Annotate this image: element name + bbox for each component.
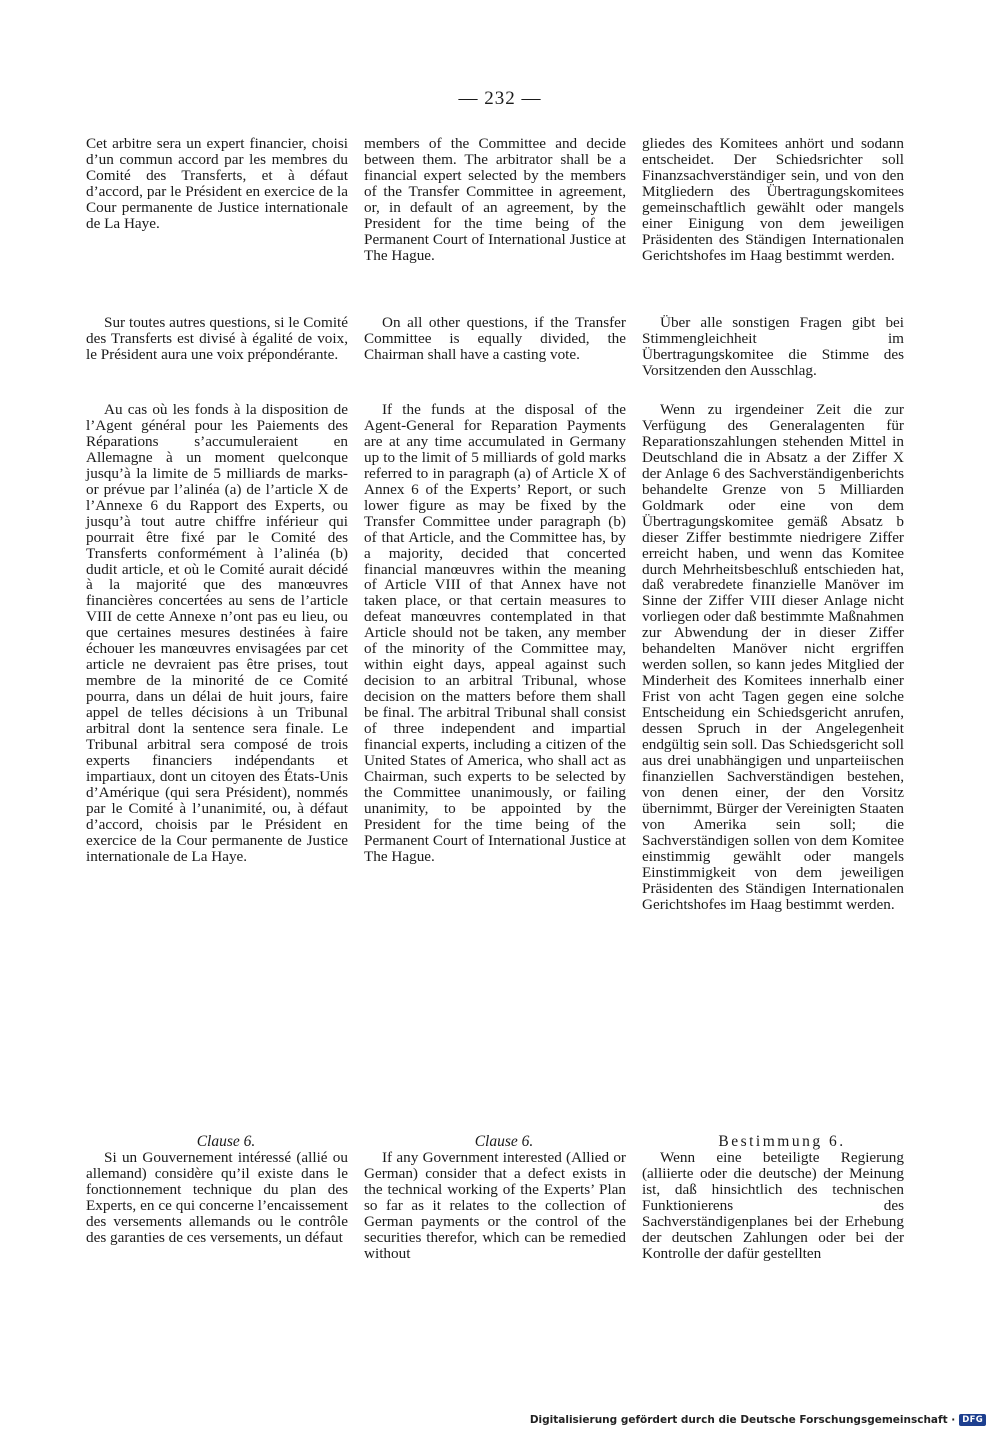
- paragraph-text: Über alle sonstigen Fragen gibt bei Stimmengleichheit im Übertragungskomitee die Stimme des Vorsitzenden den Ausschlag.: [642, 314, 904, 379]
- english-paragraph-1: [364, 136, 626, 264]
- french-paragraph-1: [86, 136, 348, 232]
- digitization-credit: [530, 1414, 986, 1426]
- english-paragraph-3: [364, 402, 626, 865]
- english-paragraph-2: [364, 315, 626, 363]
- paragraph-text: If any Government interested (Allied or German) consider that a defect exists in the technical working of the Experts’ Plan so far as it relates to the collection of German payments or the control of the securities therefor, which can be remedied without: [364, 1148, 626, 1262]
- paragraph-text: Sur toutes autres questions, si le Comité des Transferts est divisé à égalité de voix, le Président aura une voix prépondérante.: [86, 314, 348, 363]
- french-clause-6: [86, 1134, 348, 1246]
- french-paragraph-2: [86, 315, 348, 363]
- paragraph-text: Si un Gouvernement intéressé (allié ou allemand) considère qu’il existe dans le fonctionnement technique du plan des Experts, en ce qui concerne l’encaissement des versements allemands ou le contrôle des garanties de ces versements, un défaut: [86, 1148, 348, 1246]
- french-paragraph-3: [86, 402, 348, 865]
- paragraph-text: members of the Committee and decide between them. The arbitrator shall be a financial expert selected by the members of the Transfer Committee in agreement, or, in default of an agreement, by the President for the time being of the Permanent Court of International Justice at The Hague.: [364, 135, 626, 264]
- dfg-logo-icon: DFG: [959, 1414, 986, 1426]
- german-clause-6: [642, 1134, 904, 1262]
- clause-title: Clause 6.: [474, 1133, 534, 1150]
- paragraph-text: If the funds at the disposal of the Agent-General for Reparation Payments are at any time accumulated in Germany up to the limit of 5 milliards of gold marks referred to in paragraph (a) of Article X of Annex 6 of the Experts’ Report, or such lower figure as may be fixed by the Transfer Committee under paragraph (b) of that Article, and the Committee has, by a majority, decided that concerted financial manœuvres within the meaning of Article VIII of that Annex have not taken place, or that certain measures to defeat manœuvres contemplated in that Article should not be taken, any member of the minority of the Committee may, within eight days, appeal against such decision to an arbitral Tribunal, whose decision on the matters before them shall be final. The arbitral Tribunal shall consist of three independent and impartial financial experts, including a citizen of the United States of America, who shall act as Chairman, such experts to be selected by the Committee unanimously, or failing unanimity, to be appointed by the President for the time being of the Permanent Court of International Justice at The Hague.: [364, 401, 626, 865]
- page-number: — 232 —: [458, 88, 542, 109]
- paragraph-text: Wenn eine beteiligte Regierung (alliierte oder die deutsche) der Meinung ist, daß hinsichtlich des technischen Funktionierens des Sachverständigenplanes bei der Erhebung der deutschen Zahlungen oder bei der Kontrolle der dafür gestellten: [642, 1148, 904, 1262]
- clause-title: Clause 6.: [196, 1133, 256, 1150]
- footer-text: Digitalisierung gefördert durch die Deutsche Forschungsgemeinschaft ·: [529, 1414, 956, 1426]
- german-paragraph-2: [642, 315, 904, 379]
- paragraph-text: On all other questions, if the Transfer Committee is equally divided, the Chairman shall have a casting vote.: [364, 314, 626, 363]
- paragraph-text: Cet arbitre sera un expert financier, choisi d’un commun accord par les membres du Comité des Transferts, et à défaut d’accord, par le Président en exercice de la Cour permanente de Justice internationale de La Haye.: [86, 135, 348, 232]
- paragraph-text: gliedes des Komitees anhört und sodann entscheidet. Der Schiedsrichter soll Finanzsachverständiger sein, und von den Mitgliedern des Übertragungskomitees gemeinschaftlich gewählt oder mangels einer Einigung von dem jeweiligen Präsidenten des Ständigen Internationalen Gerichtshofes im Haag bestimmt werden.: [642, 135, 904, 264]
- german-paragraph-1: [642, 136, 904, 264]
- paragraph-text: Wenn zu irgendeiner Zeit die zur Verfügung des Generalagenten für Reparationszahlungen stehenden Mittel in Deutschland die in Absatz a der Ziffer X der Anlage 6 des Sachverständigenberichts behandelte Grenze von 5 Milliarden Goldmark oder eine von dem Übertragungskomitee gemäß Absatz b dieser Ziffer bestimmte niedrigere Ziffer erreicht haben, und wenn das Komitee durch Mehrheitsbeschluß entschieden hat, daß verabredete finanzielle Manöver im Sinne der Ziffer VIII dieser Anlage nicht vorliegen oder daß bestimmte Maßnahmen zur Abwendung der in dieser Ziffer behandelten Manöver nicht ergriffen werden sollen, so kann jedes Mitglied der Minderheit des Komitees innerhalb einer Frist von acht Tagen gegen eine solche Entscheidung ein Schiedsgericht anrufen, dessen Spruch in der Angelegenheit endgültig sein soll. Das Schiedsgericht soll aus drei unabhängigen und unparteiischen finanziellen Sachverständigen bestehen, von denen einer, der den Vorsitz übernimmt, Bürger der Vereinigten Staaten von Amerika sein soll; die Sachverständigen sollen von dem Komitee einstimmig gewählt oder mangels Einstimmigkeit von dem jeweiligen Präsidenten des Ständigen Internationalen Gerichtshofes im Haag bestimmt werden.: [642, 401, 904, 913]
- paragraph-text: Au cas où les fonds à la disposition de l’Agent général pour les Paiements des Réparations s’accumuleraient en Allemagne à un moment quelconque jusqu’à la limite de 5 milliards de marks-or prévue par l’alinéa (a) de l’article X de l’Annexe 6 du Rapport des Experts, ou jusqu’à tout autre chiffre inférieur qui pourrait être fixé par le Comité des Transferts conformément à l’alinéa (b) dudit article, et où le Comité aurait décidé à la majorité que des manœuvres financières concertées au sens de l’article VIII de cette Annexe n’ont pas eu lieu, ou que certaines mesures destinées à faire échouer les manœuvres envisagées par cet article ne devraient pas être prises, tout membre de la minorité de ce Comité pourra, dans un délai de huit jours, faire appel de telles décisions à un Tribunal arbitral dont la sentence sera finale. Le Tribunal arbitral sera composé de trois experts financiers indépendants et impartiaux, dont un citoyen des États-Unis d’Amérique (qui sera Président), nommés par le Comité à l’unanimité, ou, à défaut d’accord, choisis par le Président en exercice de la Cour permanente de Justice internationale de La Haye.: [86, 401, 348, 865]
- german-paragraph-3: [642, 402, 904, 913]
- clause-title: Bestimmung 6.: [718, 1133, 846, 1150]
- english-clause-6: [364, 1134, 626, 1262]
